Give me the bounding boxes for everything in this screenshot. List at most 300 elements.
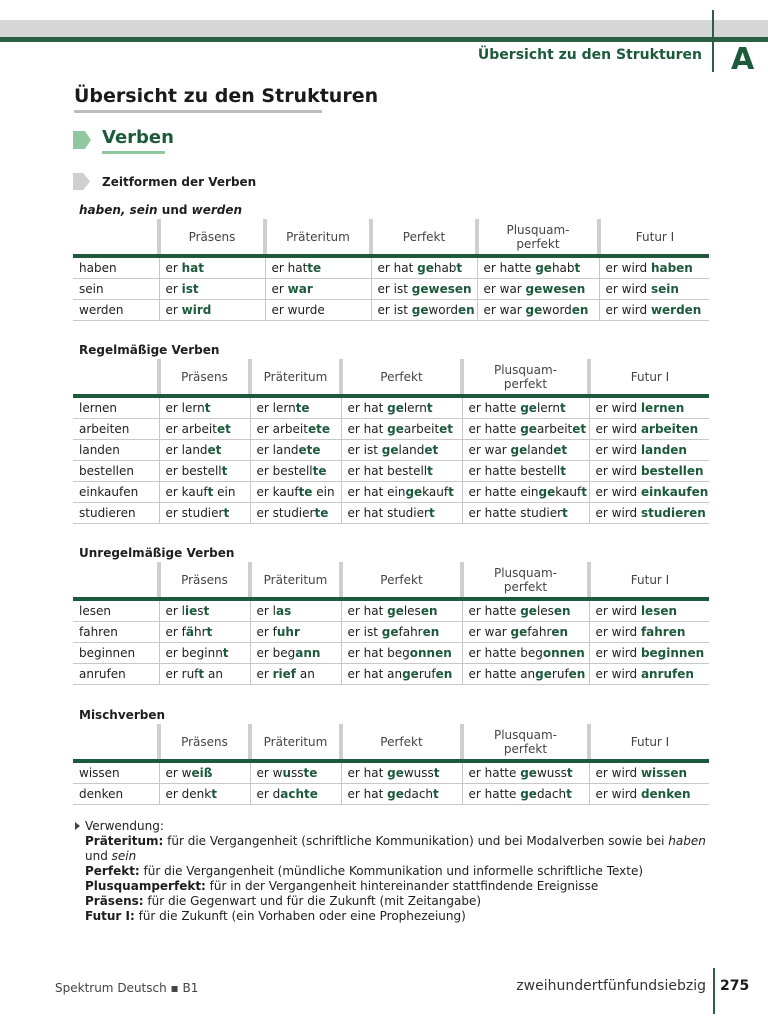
highlighted-ending: rief	[272, 667, 297, 681]
usage-term: Präsens:	[85, 894, 144, 908]
column-header: Präsens	[159, 562, 250, 599]
verb-text: er wird	[595, 646, 641, 660]
highlighted-ending: t	[206, 625, 213, 639]
usage-line	[75, 894, 725, 909]
highlighted-ending: en	[435, 667, 453, 681]
verb-text: anrufen	[79, 667, 126, 681]
highlighted-ending: as	[275, 604, 292, 618]
verb-text: hr	[193, 625, 207, 639]
verb-form	[589, 664, 709, 685]
highlighted-ending: ge	[520, 422, 537, 436]
verb-text: s	[197, 604, 204, 618]
verb-text: fahr	[527, 625, 552, 639]
verb-infinitive	[73, 440, 159, 461]
verb-text: wissen	[79, 766, 120, 780]
highlighted-ending: wissen	[640, 766, 688, 780]
verb-text: er wird	[595, 422, 641, 436]
highlighted-ending: ge	[535, 667, 552, 681]
verb-text: er arbeit	[165, 422, 217, 436]
column-header: Präsens	[159, 724, 250, 761]
highlighted-ending: t	[211, 787, 217, 801]
verb-form	[462, 599, 589, 622]
highlighted-ending: en	[553, 604, 571, 618]
highlighted-ending: uhr	[276, 625, 300, 639]
verb-form	[250, 461, 341, 482]
verb-text: er hatte	[468, 604, 521, 618]
verb-text: er hat	[347, 506, 388, 520]
table-label	[79, 203, 242, 217]
highlighted-ending: et	[572, 422, 587, 436]
verb-text: er ruf	[165, 667, 199, 681]
verb-text: ein	[387, 485, 406, 499]
highlighted-ending: ge	[510, 443, 528, 457]
table-row	[73, 461, 709, 482]
highlighted-ending: ete	[307, 422, 330, 436]
verb-text: er war	[468, 443, 511, 457]
page-title: Übersicht zu den Strukturen	[74, 85, 379, 107]
highlighted-ending: t	[456, 261, 463, 275]
highlighted-ending: t	[426, 401, 433, 415]
table-label	[79, 343, 219, 357]
highlighted-ending: gewesen	[525, 282, 586, 296]
verb-form	[341, 761, 462, 784]
highlighted-ending: studieren	[640, 506, 706, 520]
verb-form	[462, 761, 589, 784]
verb-text: er ist	[347, 443, 382, 457]
verb-text: er lern	[165, 401, 205, 415]
column-header: Futur I	[599, 219, 709, 256]
highlighted-ending: ge	[387, 604, 404, 618]
verb-text: er hat	[347, 787, 388, 801]
highlighted-ending: ge	[510, 625, 528, 639]
verb-form	[341, 440, 462, 461]
highlighted-ending: ge	[387, 766, 404, 780]
highlighted-ending: en	[551, 625, 569, 639]
verb-text: wuss	[536, 766, 567, 780]
bullet-arrow-icon	[75, 822, 80, 830]
verb-text: dach	[536, 787, 567, 801]
verb-text: wuss	[403, 766, 434, 780]
verb-text: beg	[387, 646, 410, 660]
verb-text: an	[387, 667, 403, 681]
verb-text: er wird	[595, 401, 641, 415]
verb-form	[371, 256, 477, 279]
verb-form	[250, 482, 341, 503]
verb-form	[250, 784, 341, 805]
highlighted-ending: et	[553, 443, 568, 457]
highlighted-ending: ete	[298, 443, 321, 457]
verb-text: einkaufen	[79, 485, 139, 499]
verb-text: er f	[165, 625, 186, 639]
verb-text: er d	[256, 787, 281, 801]
highlighted-ending: t	[207, 485, 214, 499]
verb-text: er hat	[347, 401, 388, 415]
verb-text: an	[520, 667, 536, 681]
table-row	[73, 664, 709, 685]
highlighted-ending: beginnen	[640, 646, 705, 660]
verb-text: er wird	[595, 766, 641, 780]
verb-text: land	[527, 443, 554, 457]
highlighted-ending: einkaufen	[640, 485, 709, 499]
verb-infinitive	[73, 396, 159, 419]
verb-form	[341, 784, 462, 805]
highlighted-ending: te	[307, 261, 322, 275]
highlighted-ending: t	[221, 464, 228, 478]
verb-form	[599, 300, 709, 321]
usage-line	[75, 864, 725, 879]
highlighted-ending: ge	[381, 625, 399, 639]
verb-text: er hat	[347, 464, 388, 478]
table-row	[73, 784, 709, 805]
highlighted-ending: t	[562, 506, 568, 520]
verb-text: er ist	[377, 303, 412, 317]
highlighted-ending: t	[574, 261, 581, 275]
table-row	[73, 300, 709, 321]
verb-form	[265, 279, 371, 300]
table-row	[73, 396, 709, 419]
verb-infinitive	[73, 664, 159, 685]
table-label-part: Mischverben	[79, 708, 166, 722]
verb-text: er hatte	[468, 485, 521, 499]
column-header: Futur I	[589, 724, 709, 761]
section-title: Verben	[102, 127, 174, 148]
highlighted-ending: t	[433, 787, 439, 801]
verb-text: an	[204, 667, 223, 681]
verb-text: er hatte	[468, 667, 521, 681]
verb-form	[159, 440, 250, 461]
column-header: Plusquam- perfekt	[477, 219, 599, 256]
verb-text: er hat	[347, 604, 388, 618]
verb-form	[159, 482, 250, 503]
table-row	[73, 761, 709, 784]
table-row	[73, 482, 709, 503]
highlighted-ending: ge	[520, 766, 537, 780]
column-header: Plusquam- perfekt	[462, 562, 589, 599]
verb-table	[73, 359, 709, 524]
verb-table	[73, 219, 709, 321]
verb-text: denken	[79, 787, 124, 801]
verb-text: er kauf	[165, 485, 208, 499]
verb-form	[589, 643, 709, 664]
column-header: Futur I	[589, 359, 709, 396]
verb-form	[159, 461, 250, 482]
verb-text: er land	[256, 443, 299, 457]
verb-text: er studier	[256, 506, 315, 520]
highlighted-ending: t	[203, 604, 210, 618]
verb-text: ein	[213, 485, 236, 499]
verb-infinitive	[73, 300, 159, 321]
usage-line	[75, 879, 725, 894]
highlighted-ending: anrufen	[640, 667, 694, 681]
highlighted-ending: denken	[640, 787, 691, 801]
table-row	[73, 419, 709, 440]
verb-text: er wird	[605, 282, 651, 296]
verb-infinitive	[73, 622, 159, 643]
verb-text: beginnen	[79, 646, 136, 660]
highlighted-ending: t	[427, 464, 433, 478]
highlighted-ending: ge	[535, 261, 552, 275]
verb-text: er studier	[165, 506, 224, 520]
verb-form	[250, 761, 341, 784]
verb-table	[73, 562, 709, 685]
verb-form	[341, 622, 462, 643]
running-header: Übersicht zu den Strukturen	[477, 47, 702, 63]
highlighted-ending: en	[568, 646, 585, 660]
verb-infinitive	[73, 419, 159, 440]
verb-infinitive	[73, 482, 159, 503]
verb-text: er ist	[377, 282, 412, 296]
section-arrow-icon	[73, 131, 91, 149]
verb-text: er hat	[347, 667, 388, 681]
verb-text: arbeit	[536, 422, 573, 436]
verb-form	[341, 482, 462, 503]
highlighted-ending: t	[559, 401, 566, 415]
usage-line	[75, 834, 725, 864]
verb-text: werden	[79, 303, 124, 317]
verb-form	[589, 396, 709, 419]
highlighted-ending: eiß	[191, 766, 213, 780]
usage-notes	[75, 819, 725, 924]
verb-form	[159, 300, 265, 321]
verb-text: er hatte	[468, 506, 521, 520]
header-divider	[712, 10, 714, 72]
verb-text: er hat	[271, 261, 308, 275]
table-row	[73, 503, 709, 524]
column-header	[73, 359, 159, 396]
verb-text: er wird	[595, 604, 641, 618]
verb-form	[265, 300, 371, 321]
highlighted-ending: t	[223, 506, 230, 520]
verb-form	[477, 300, 599, 321]
verb-form	[250, 622, 341, 643]
table-row	[73, 599, 709, 622]
verb-form	[159, 599, 250, 622]
verb-text: er war	[468, 625, 511, 639]
verb-text: haben	[79, 261, 117, 275]
verb-form	[159, 761, 250, 784]
verb-text: les	[403, 604, 421, 618]
highlighted-ending: ann	[295, 646, 321, 660]
highlighted-ending: ge	[538, 485, 556, 499]
verb-text: er hat	[347, 422, 388, 436]
verb-form	[462, 664, 589, 685]
table-label-part: Unregelmäßige Verben	[79, 546, 235, 560]
verb-text: lernen	[79, 401, 118, 415]
highlighted-ending: wird	[181, 303, 212, 317]
verb-form	[589, 599, 709, 622]
highlighted-ending: ie	[184, 604, 198, 618]
subsection-arrow-icon	[73, 173, 90, 190]
verb-text: er wird	[605, 303, 651, 317]
column-header	[73, 562, 159, 599]
verb-text: er beginn	[165, 646, 223, 660]
verb-text: bestellen	[79, 464, 134, 478]
subsection-title: Zeitformen der Verben	[102, 175, 257, 189]
verb-infinitive	[73, 599, 159, 622]
verb-infinitive	[73, 279, 159, 300]
verb-text: ss	[291, 766, 304, 780]
verb-table	[73, 724, 709, 805]
highlighted-ending: t	[428, 506, 435, 520]
verb-text: bestell	[520, 464, 561, 478]
column-header	[73, 724, 159, 761]
highlighted-ending: ge	[525, 303, 543, 317]
column-header: Perfekt	[371, 219, 477, 256]
table-label	[79, 708, 165, 722]
column-header: Präteritum	[265, 219, 371, 256]
column-header: Plusquam- perfekt	[462, 724, 589, 761]
verb-text: er kauf	[256, 485, 299, 499]
highlighted-ending: t	[204, 401, 211, 415]
table-row	[73, 256, 709, 279]
verb-infinitive	[73, 503, 159, 524]
verb-text: er	[165, 261, 182, 275]
verb-text: studier	[387, 506, 429, 520]
usage-text: für die Gegenwart und für die Zukunft (mit Zeitangabe)	[143, 894, 482, 908]
verb-form	[341, 643, 462, 664]
highlighted-ending: ge	[387, 422, 404, 436]
highlighted-ending: ge	[387, 401, 404, 415]
verb-text: er	[165, 282, 182, 296]
verb-form	[589, 622, 709, 643]
table-label-part: und	[157, 203, 192, 217]
verb-form	[159, 784, 250, 805]
highlighted-ending: arbeiten	[640, 422, 699, 436]
footer-page-word: zweihundertfünfundsiebzig	[516, 978, 706, 994]
verb-text: er bestell	[165, 464, 222, 478]
verb-text: er hatte	[468, 422, 521, 436]
verb-form	[341, 396, 462, 419]
verb-form	[462, 419, 589, 440]
verb-text: er hatte	[468, 464, 521, 478]
highlighted-ending: werden	[650, 303, 702, 317]
highlighted-ending: et	[439, 422, 454, 436]
verb-text: land	[398, 443, 425, 457]
verb-text: er hat	[347, 766, 388, 780]
verb-form	[589, 419, 709, 440]
verb-form	[250, 599, 341, 622]
verb-form	[462, 643, 589, 664]
verb-text: lern	[403, 401, 427, 415]
column-header: Plusquam- perfekt	[462, 359, 589, 396]
verb-text: er hatte	[468, 787, 521, 801]
highlighted-ending: ge	[520, 401, 537, 415]
verb-text: er hatte	[468, 646, 521, 660]
title-underline	[74, 110, 322, 113]
verb-form	[371, 279, 477, 300]
verb-text: er	[271, 282, 288, 296]
verb-text: er wird	[595, 625, 641, 639]
column-header: Präteritum	[250, 724, 341, 761]
verb-form	[250, 419, 341, 440]
highlighted-ending: ä	[185, 625, 194, 639]
highlighted-ending: te	[298, 485, 313, 499]
highlighted-ending: ge	[402, 667, 419, 681]
verb-text: fahren	[79, 625, 118, 639]
verb-text: bestell	[387, 464, 428, 478]
verb-text: er beg	[256, 646, 296, 660]
verb-text: ruf	[551, 667, 569, 681]
verb-text: er	[256, 667, 273, 681]
usage-term: Futur I:	[85, 909, 135, 923]
verb-infinitive	[73, 643, 159, 664]
highlighted-ending: en	[422, 625, 440, 639]
verb-form	[341, 461, 462, 482]
verb-text: sein	[79, 282, 104, 296]
verb-form	[589, 461, 709, 482]
table-label-part: werden	[191, 203, 243, 217]
verb-text: er arbeit	[256, 422, 308, 436]
chapter-letter: A	[731, 42, 755, 77]
column-header: Perfekt	[341, 724, 462, 761]
highlighted-ending: et	[424, 443, 439, 457]
verb-form	[250, 396, 341, 419]
verb-form	[589, 482, 709, 503]
verb-form	[589, 503, 709, 524]
verb-form	[159, 256, 265, 279]
usage-text: für die Vergangenheit (mündliche Kommunikation und informelle schriftliche Texte)	[139, 864, 644, 878]
verb-text: er wird	[605, 261, 651, 275]
usage-italic: haben	[668, 834, 706, 848]
highlighted-ending: ge	[520, 604, 537, 618]
highlighted-ending: en	[571, 303, 589, 317]
highlighted-ending: t	[222, 646, 229, 660]
verb-form	[462, 482, 589, 503]
highlighted-ending: en	[435, 646, 452, 660]
verb-form	[250, 664, 341, 685]
highlighted-ending: hat	[181, 261, 205, 275]
highlighted-ending: ge	[405, 485, 423, 499]
verb-form	[341, 419, 462, 440]
highlighted-ending: onn	[542, 646, 569, 660]
verb-form	[371, 300, 477, 321]
highlighted-ending: sein	[650, 282, 679, 296]
verb-text: er ist	[347, 625, 382, 639]
usage-text: für die Zukunft (ein Vorhaben oder eine Prophezeiung)	[134, 909, 466, 923]
highlighted-ending: et	[216, 422, 231, 436]
highlighted-ending: en	[568, 667, 586, 681]
column-header: Präteritum	[250, 562, 341, 599]
verb-text: er denk	[165, 787, 212, 801]
verb-form	[477, 256, 599, 279]
verb-form	[599, 256, 709, 279]
verb-form	[159, 503, 250, 524]
verb-text: ein	[520, 485, 539, 499]
column-header	[73, 219, 159, 256]
verb-infinitive	[73, 761, 159, 784]
verb-text: er	[165, 303, 182, 317]
highlighted-ending: et	[207, 443, 222, 457]
verb-text: er hat	[347, 646, 388, 660]
verb-text: er war	[483, 303, 526, 317]
verb-form	[341, 664, 462, 685]
verb-form	[589, 761, 709, 784]
usage-heading: Verwendung:	[85, 819, 164, 833]
highlighted-ending: landen	[640, 443, 687, 457]
verb-text: er hat	[347, 485, 388, 499]
verb-form	[589, 440, 709, 461]
highlighted-ending: ge	[417, 261, 434, 275]
highlighted-ending: achte	[280, 787, 318, 801]
verb-text: ruf	[418, 667, 436, 681]
column-header: Präteritum	[250, 359, 341, 396]
usage-term: Präteritum:	[85, 834, 164, 848]
verb-text: word	[428, 303, 458, 317]
verb-form	[159, 396, 250, 419]
verb-form	[159, 419, 250, 440]
verb-text: er wird	[595, 667, 641, 681]
verb-text: kauf	[555, 485, 582, 499]
